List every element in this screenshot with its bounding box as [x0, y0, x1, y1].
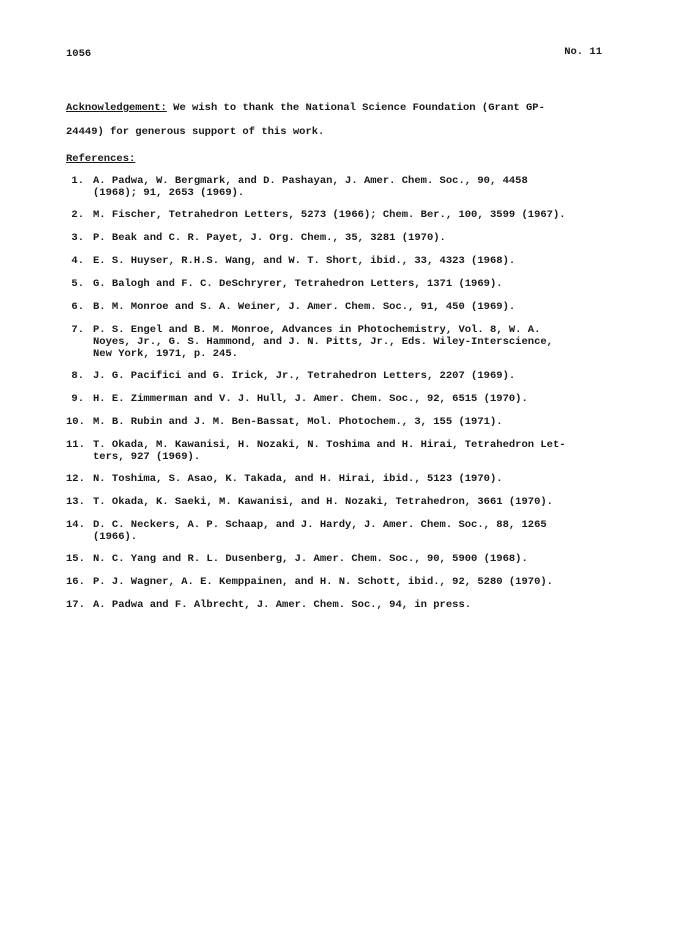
references-heading: References: [66, 153, 136, 165]
reference-text: D. C. Neckers, A. P. Schaap, and J. Hardy, J. Amer. Chem. Soc., 88, 1265 (1966). [93, 519, 547, 543]
reference-text: A. Padwa and F. Albrecht, J. Amer. Chem. Soc., 94, in press. [93, 599, 472, 611]
reference-text: G. Balogh and F. C. DeSchryrer, Tetrahedron Letters, 1371 (1969). [93, 278, 503, 290]
reference-text: T. Okada, M. Kawanisi, H. Nozaki, N. Toshima and H. Hirai, Tetrahedron Let- ters, 927 (1969). [93, 439, 566, 463]
reference-number: 6. [71, 301, 84, 313]
reference-number: 12. [66, 473, 85, 485]
reference-text: T. Okada, K. Saeki, M. Kawanisi, and H. Nozaki, Tetrahedron, 3661 (1970). [93, 496, 553, 508]
reference-number: 8. [71, 370, 84, 382]
reference-number: 9. [71, 393, 84, 405]
reference-text: M. Fischer, Tetrahedron Letters, 5273 (1966); Chem. Ber., 100, 3599 (1967). [93, 209, 566, 221]
reference-number: 15. [66, 553, 85, 565]
acknowledgement-line-1: We wish to thank the National Science Foundation (Grant GP- [173, 102, 545, 114]
reference-number: 11. [66, 439, 85, 451]
reference-text: A. Padwa, W. Bergmark, and D. Pashayan, J. Amer. Chem. Soc., 90, 4458 (1968); 91, 2653 (1969). [93, 175, 528, 199]
reference-text: P. J. Wagner, A. E. Kemppainen, and H. N. Schott, ibid., 92, 5280 (1970). [93, 576, 553, 588]
acknowledgement-label: Acknowledgement: [66, 102, 167, 114]
reference-number: 16. [66, 576, 85, 588]
acknowledgement-line-2: 24449) for generous support of this work. [66, 126, 325, 138]
acknowledgement [66, 96, 606, 144]
reference-number: 1. [71, 175, 84, 187]
page-number: 1056 [66, 48, 92, 60]
reference-number: 17. [66, 599, 85, 611]
reference-text: N. C. Yang and R. L. Dusenberg, J. Amer. Chem. Soc., 90, 5900 (1968). [93, 553, 528, 565]
reference-number: 4. [71, 255, 84, 267]
reference-text: N. Toshima, S. Asao, K. Takada, and H. Hirai, ibid., 5123 (1970). [93, 473, 503, 485]
reference-number: 10. [66, 416, 85, 428]
reference-number: 3. [71, 232, 84, 244]
reference-text: E. S. Huyser, R.H.S. Wang, and W. T. Short, ibid., 33, 4323 (1968). [93, 255, 516, 267]
issue-number: No. 11 [564, 46, 602, 58]
reference-number: 7. [71, 324, 84, 336]
reference-text: H. E. Zimmerman and V. J. Hull, J. Amer. Chem. Soc., 92, 6515 (1970). [93, 393, 528, 405]
reference-number: 14. [66, 519, 85, 531]
reference-number: 13. [66, 496, 85, 508]
reference-text: P. Beak and C. R. Payet, J. Org. Chem., 35, 3281 (1970). [93, 232, 446, 244]
reference-number: 5. [71, 278, 84, 290]
reference-text: P. S. Engel and B. M. Monroe, Advances in Photochemistry, Vol. 8, W. A. Noyes, Jr., G. S. Hammond, and J. N. Pitts, Jr., Eds. Wiley-Interscience, New York, 1971, p. 245. [93, 324, 553, 360]
reference-number: 2. [71, 209, 84, 221]
reference-text: J. G. Pacifici and G. Irick, Jr., Tetrahedron Letters, 2207 (1969). [93, 370, 516, 382]
reference-text: B. M. Monroe and S. A. Weiner, J. Amer. Chem. Soc., 91, 450 (1969). [93, 301, 516, 313]
reference-text: M. B. Rubin and J. M. Ben-Bassat, Mol. Photochem., 3, 155 (1971). [93, 416, 503, 428]
